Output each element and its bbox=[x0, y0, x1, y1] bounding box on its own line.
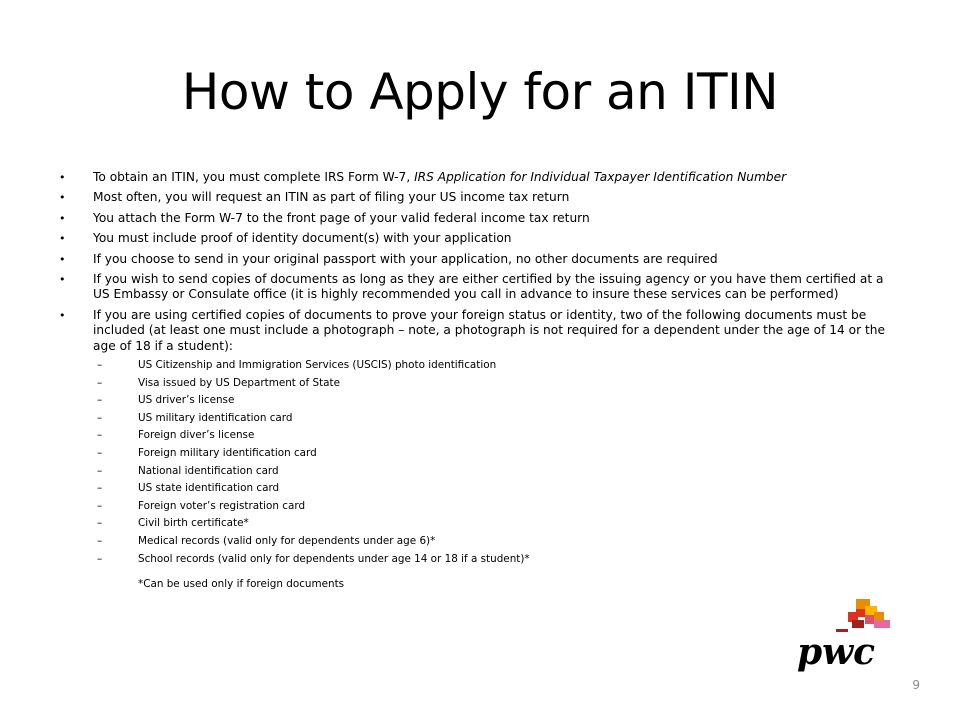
bullet-item bbox=[58, 190, 898, 205]
sub-item-text: Foreign voter’s registration card bbox=[138, 499, 306, 512]
sub-list-item bbox=[97, 535, 898, 548]
bullet-text: If you are using certified copies of documents to prove your foreign status or identity, two of the following documents must be included (at least one must include a photograph – note, a photograph is not required for a dependent under the age of 14 or the age of 18 if a student): bbox=[93, 307, 885, 353]
bullet-item bbox=[58, 308, 898, 354]
sub-item-text: Foreign diver’s license bbox=[138, 429, 255, 442]
logo-block bbox=[884, 620, 890, 628]
sub-list-item bbox=[97, 429, 898, 442]
dash-marker: – bbox=[97, 464, 103, 477]
dash-marker: – bbox=[97, 394, 103, 407]
bullet-marker: • bbox=[59, 232, 66, 246]
sub-item-text: US military identification card bbox=[138, 411, 293, 424]
sub-list-item bbox=[97, 359, 898, 372]
dash-marker: – bbox=[97, 552, 103, 565]
sub-item-text: National identification card bbox=[138, 464, 279, 477]
sub-item-text: Foreign military identification card bbox=[138, 447, 317, 460]
pwc-logo bbox=[792, 596, 902, 676]
bullet-marker: • bbox=[59, 211, 66, 225]
bullet-marker: • bbox=[59, 308, 66, 322]
bullet-text: If you wish to send copies of documents as long as they are either certified by the issuing agency or you have them certified at a US Embassy or Consulate office (it is highly recommended you call in advance to insure these services can be performed) bbox=[93, 272, 884, 302]
dash-marker: – bbox=[97, 359, 103, 372]
dash-marker: – bbox=[97, 499, 103, 512]
bullet-marker: • bbox=[59, 171, 66, 184]
logo-wordmark: pwc bbox=[797, 631, 876, 673]
sub-list-item bbox=[97, 394, 898, 407]
bullet-text: To obtain an ITIN, you must complete IRS Form W-7, bbox=[93, 170, 415, 184]
sub-list-item bbox=[97, 465, 898, 478]
bullet-text: Most often, you will request an ITIN as part of filing your US income tax return bbox=[93, 190, 570, 205]
sub-item-text: US Citizenship and Immigration Services (USCIS) photo identification bbox=[138, 359, 497, 372]
logo-block bbox=[874, 620, 884, 628]
dash-marker: – bbox=[97, 535, 103, 547]
sub-list-item bbox=[97, 553, 898, 566]
bullet-marker: • bbox=[59, 273, 66, 287]
bullet-item bbox=[58, 170, 898, 185]
bullet-item bbox=[58, 211, 898, 226]
sub-item-text: School records (valid only for dependents under age 14 or 18 if a student)* bbox=[138, 552, 530, 565]
sub-list-item bbox=[97, 500, 898, 513]
bullet-text: You attach the Form W-7 to the front page of your valid federal income tax return bbox=[93, 210, 590, 225]
sub-list-item bbox=[97, 517, 898, 530]
page-number: 9 bbox=[912, 678, 920, 692]
slide-title: How to Apply for an ITIN bbox=[181, 63, 779, 121]
bullet-text: You must include proof of identity document(s) with your application bbox=[93, 231, 512, 246]
sub-item-text: Visa issued by US Department of State bbox=[138, 376, 340, 389]
slide-content bbox=[58, 170, 898, 591]
bullet-item bbox=[58, 252, 898, 267]
sub-item-text: Medical records (valid only for dependents under age 6)* bbox=[138, 535, 436, 547]
sub-list-item bbox=[97, 412, 898, 425]
sub-list-item bbox=[97, 447, 898, 460]
sub-list-item bbox=[97, 482, 898, 495]
sub-item-text: US driver’s license bbox=[138, 394, 235, 407]
logo-block bbox=[852, 620, 864, 628]
dash-marker: – bbox=[97, 411, 103, 424]
logo-block bbox=[874, 612, 884, 620]
sub-item-text: US state identification card bbox=[138, 482, 280, 495]
bullet-text: If you choose to send in your original passport with your application, no other documents are required bbox=[93, 251, 718, 266]
dash-marker: – bbox=[97, 447, 103, 460]
bullet-marker: • bbox=[59, 252, 66, 266]
sub-list-item bbox=[97, 377, 898, 390]
dash-marker: – bbox=[97, 376, 103, 389]
bullet-marker: • bbox=[59, 191, 66, 205]
dash-marker: – bbox=[97, 429, 103, 442]
dash-marker: – bbox=[97, 517, 103, 530]
bullet-item bbox=[58, 272, 898, 303]
bullet-item bbox=[58, 231, 898, 246]
bullet-italic-text: IRS Application for Individual Taxpayer Identification Number bbox=[414, 170, 787, 184]
footnote: *Can be used only if foreign documents bbox=[138, 578, 345, 590]
sub-item-text: Civil birth certificate* bbox=[138, 517, 249, 530]
pwc-logo-graphic bbox=[792, 596, 902, 676]
dash-marker: – bbox=[97, 482, 103, 495]
